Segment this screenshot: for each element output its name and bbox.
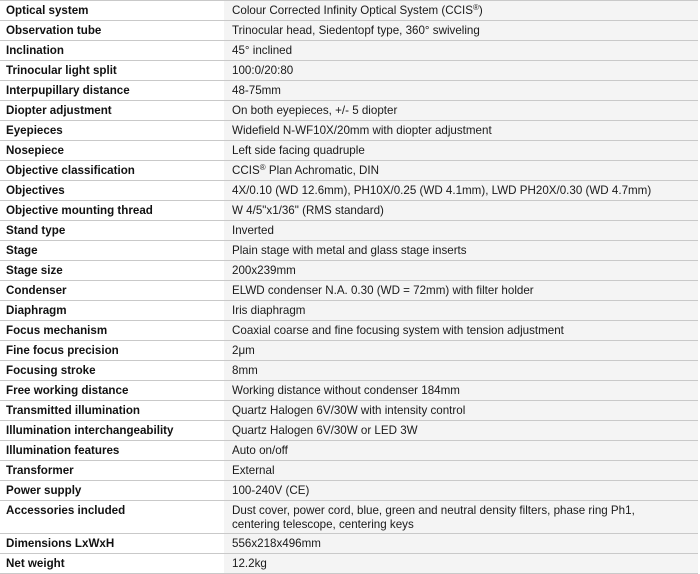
spec-label: Interpupillary distance [0,81,224,101]
spec-label: Stage [0,241,224,261]
spec-value-line-1: Dust cover, power cord, blue, green and neutral density filters, phase ring Ph1, [232,504,635,517]
spec-row [0,534,698,554]
spec-label: Power supply [0,481,224,501]
spec-value: Left side facing quadruple [224,141,699,161]
spec-label: Dimensions LxWxH [0,534,224,554]
spec-label: Objectives [0,181,224,201]
spec-row [0,201,698,221]
spec-label: Inclination [0,41,224,61]
spec-value: Coaxial coarse and fine focusing system with tension adjustment [224,321,699,341]
spec-value: 48-75mm [224,81,699,101]
spec-row [0,21,698,41]
spec-label: Objective classification [0,161,224,181]
spec-row [0,421,698,441]
spec-value: 2μm [224,341,699,361]
spec-row [0,81,698,101]
spec-label: Stage size [0,261,224,281]
spec-row [0,1,698,21]
spec-row [0,241,698,261]
spec-label: Stand type [0,221,224,241]
spec-value: 4X/0.10 (WD 12.6mm), PH10X/0.25 (WD 4.1mm), LWD PH20X/0.30 (WD 4.7mm) [224,181,699,201]
spec-label: Accessories included [0,501,224,534]
spec-row [0,261,698,281]
spec-label: Focusing stroke [0,361,224,381]
spec-value: W 4/5"x1/36" (RMS standard) [224,201,699,221]
spec-row [0,321,698,341]
spec-value-line-2: centering telescope, centering keys [232,517,414,531]
spec-value-text: CCIS [232,164,260,177]
spec-label: Illumination features [0,441,224,461]
spec-row [0,101,698,121]
spec-label: Net weight [0,554,224,574]
spec-row [0,461,698,481]
spec-value: On both eyepieces, +/- 5 diopter [224,101,699,121]
spec-label: Diopter adjustment [0,101,224,121]
spec-value: Working distance without condenser 184mm [224,381,699,401]
spec-label: Transmitted illumination [0,401,224,421]
spec-row [0,381,698,401]
spec-row [0,441,698,461]
spec-value: External [224,461,699,481]
spec-value: Quartz Halogen 6V/30W with intensity control [224,401,699,421]
spec-label: Trinocular light split [0,61,224,81]
spec-row [0,361,698,381]
spec-value: ELWD condenser N.A. 0.30 (WD = 72mm) with filter holder [224,281,699,301]
spec-row [0,301,698,321]
spec-value: Widefield N-WF10X/20mm with diopter adjustment [224,121,699,141]
spec-value: Auto on/off [224,441,699,461]
spec-value: 12.2kg [224,554,699,574]
spec-value-text: Colour Corrected Infinity Optical System (CCIS [232,4,473,17]
specifications-body [0,1,698,574]
spec-label: Nosepiece [0,141,224,161]
spec-label: Illumination interchangeability [0,421,224,441]
spec-label: Objective mounting thread [0,201,224,221]
spec-value: Trinocular head, Siedentopf type, 360° swiveling [224,21,699,41]
spec-value-suffix: Plan Achromatic, DIN [265,164,380,177]
spec-label: Observation tube [0,21,224,41]
spec-row [0,141,698,161]
spec-value: 45° inclined [224,41,699,61]
spec-row [0,61,698,81]
spec-value-suffix: ) [478,4,483,17]
spec-row [0,401,698,421]
spec-value [224,501,699,534]
spec-row [0,41,698,61]
spec-value: 100:0/20:80 [224,61,699,81]
spec-row [0,281,698,301]
spec-value: Inverted [224,221,699,241]
spec-row [0,481,698,501]
spec-row [0,161,698,181]
spec-value: 100-240V (CE) [224,481,699,501]
spec-value: 200x239mm [224,261,699,281]
spec-value: Plain stage with metal and glass stage inserts [224,241,699,261]
registered-mark: ® [472,3,479,12]
spec-value: Iris diaphragm [224,301,699,321]
spec-value: Quartz Halogen 6V/30W or LED 3W [224,421,699,441]
spec-label: Condenser [0,281,224,301]
spec-label: Eyepieces [0,121,224,141]
spec-value: 556x218x496mm [224,534,699,554]
registered-mark: ® [259,163,266,172]
spec-label: Free working distance [0,381,224,401]
spec-label: Fine focus precision [0,341,224,361]
spec-label: Focus mechanism [0,321,224,341]
spec-label: Optical system [0,1,224,21]
spec-value: 8mm [224,361,699,381]
spec-row [0,181,698,201]
spec-row [0,341,698,361]
spec-value [224,161,699,181]
spec-label: Transformer [0,461,224,481]
spec-label: Diaphragm [0,301,224,321]
spec-value [224,1,699,21]
spec-row [0,121,698,141]
spec-row [0,501,698,534]
spec-row [0,221,698,241]
